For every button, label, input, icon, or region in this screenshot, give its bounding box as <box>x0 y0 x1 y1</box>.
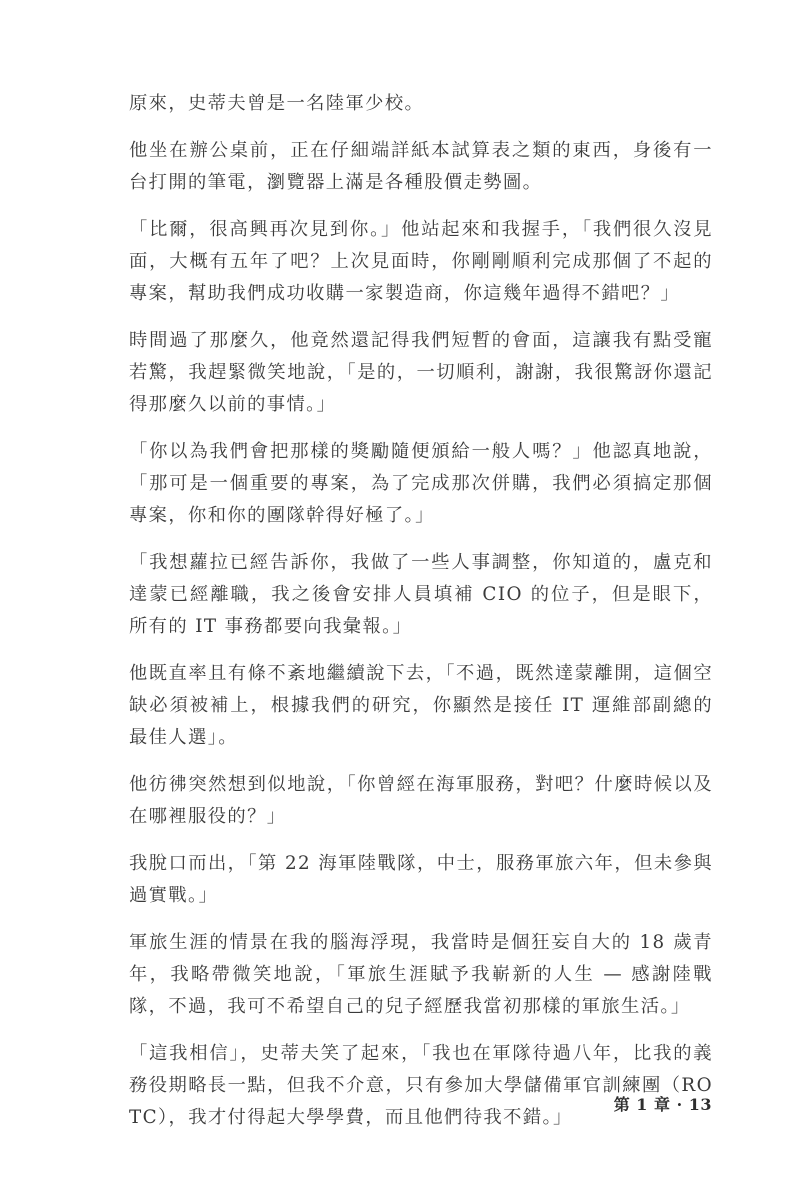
paragraph: 時間過了那麼久，他竟然還記得我們短暫的會面，這讓我有點受寵若驚，我趕緊微笑地說，「是的，一切順利，謝謝，我很驚訝你還記得那麼久以前的事情。」 <box>129 330 713 415</box>
page-body <box>129 88 713 1149</box>
paragraph: 軍旅生涯的情景在我的腦海浮現，我當時是個狂妄自大的 18 歲青年，我略帶微笑地說，「軍旅生涯賦予我嶄新的人生 — 感謝陸戰隊，不過，我可不希望自己的兒子經歷我當初那樣的軍旅生活。」 <box>129 932 713 1017</box>
paragraph: 他彷彿突然想到似地說，「你曾經在海軍服務，對吧？什麼時候以及在哪裡服役的？」 <box>129 774 713 827</box>
page-number-footer: 第 1 章 · 13 <box>613 1095 712 1114</box>
paragraph: 「比爾，很高興再次見到你。」他站起來和我握手，「我們很久沒見面，大概有五年了吧？上次見面時，你剛剛順利完成那個了不起的專案，幫助我們成功收購一家製造商，你這幾年過得不錯吧？」 <box>129 219 713 304</box>
paragraph: 「這我相信」，史蒂夫笑了起來，「我也在軍隊待過八年，比我的義務役期略長一點，但我不介意，只有參加大學儲備軍官訓練團（ROTC），我才付得起大學學費，而且他們待我不錯。」 <box>129 1043 713 1128</box>
paragraph: 我脫口而出，「第 22 海軍陸戰隊，中士，服務軍旅六年，但未參與過實戰。」 <box>129 853 713 906</box>
paragraph: 「我想蘿拉已經告訴你，我做了一些人事調整，你知道的，盧克和達蒙已經離職，我之後會安排人員填補 CIO 的位子，但是眼下，所有的 IT 事務都要向我彙報。」 <box>129 552 713 637</box>
paragraph: 「你以為我們會把那樣的獎勵隨便頒給一般人嗎？」他認真地說，「那可是一個重要的專案，為了完成那次併購，我們必須搞定那個專案，你和你的團隊幹得好極了。」 <box>129 441 713 526</box>
paragraph: 他既直率且有條不紊地繼續說下去，「不過，既然達蒙離開，這個空缺必須被補上，根據我們的研究，你顯然是接任 IT 運維部副總的最佳人選」。 <box>129 663 713 748</box>
paragraph: 他坐在辦公桌前，正在仔細端詳紙本試算表之類的東西，身後有一台打開的筆電，瀏覽器上滿是各種股價走勢圖。 <box>129 140 713 193</box>
paragraph: 原來，史蒂夫曾是一名陸軍少校。 <box>129 93 425 114</box>
